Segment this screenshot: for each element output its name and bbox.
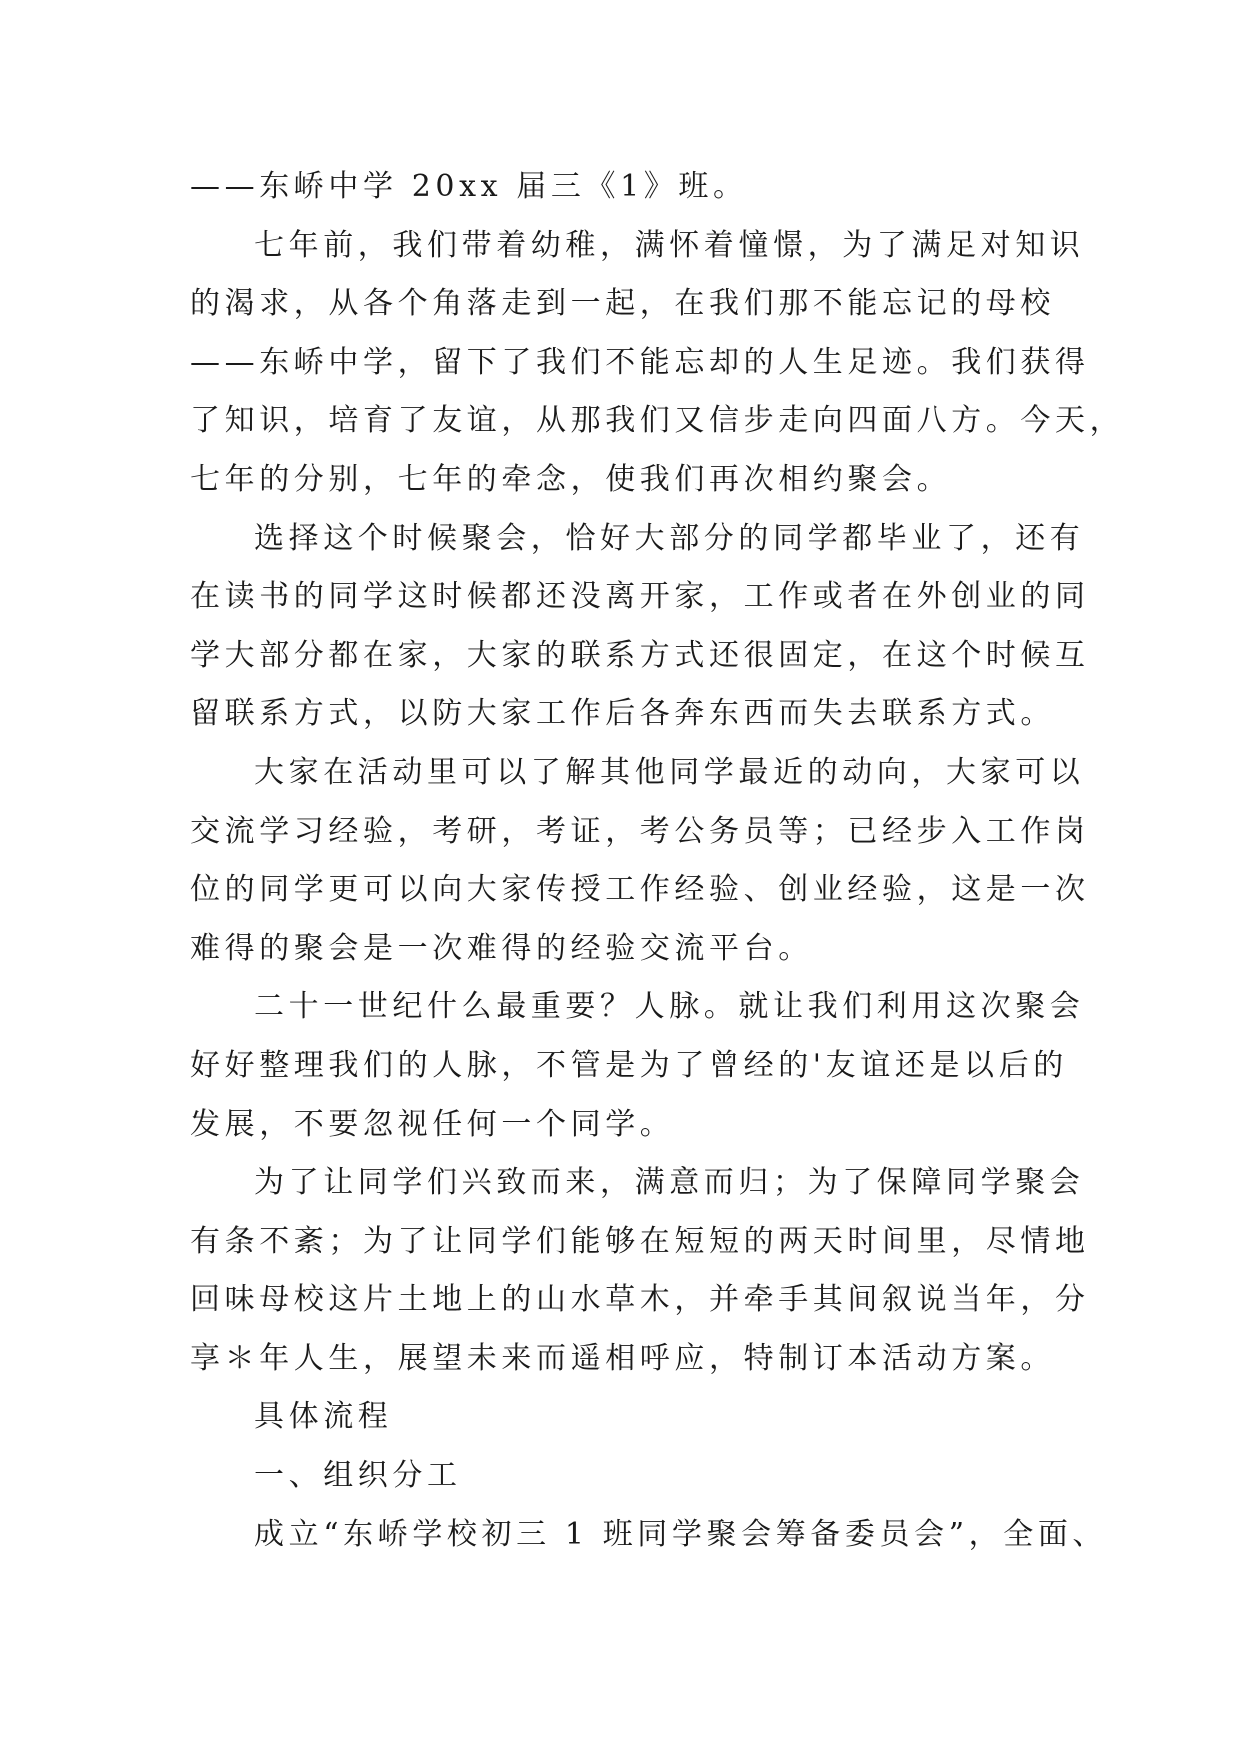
text-line: 享＊年人生，展望未来而遥相呼应，特制订本活动方案。 [190, 1340, 1055, 1376]
text-line: 学大部分都在家，大家的联系方式还很固定，在这个时候互 [190, 637, 1090, 673]
text-line: 留联系方式，以防大家工作后各奔东西而失去联系方式。 [190, 696, 1055, 732]
text-line: 的渴求，从各个角落走到一起，在我们那不能忘记的母校 [190, 286, 1055, 322]
text-line: ——东峤中学，留下了我们不能忘却的人生足迹。我们获得 [190, 344, 1090, 380]
text-line: 在读书的同学这时候都还没离开家，工作或者在外创业的同 [190, 579, 1090, 615]
text-line: 回味母校这片土地上的山水草木，并牵手其间叙说当年，分 [190, 1282, 1090, 1318]
text-line: 难得的聚会是一次难得的经验交流平台。 [190, 930, 813, 966]
text-line: 七年的分别，七年的牵念，使我们再次相约聚会。 [190, 461, 952, 497]
text-line: 发展，不要忽视任何一个同学。 [190, 1106, 675, 1142]
text-line: 二十一世纪什么最重要？人脉。就让我们利用这次聚会 [254, 989, 1085, 1025]
paragraph-timing-reason [190, 510, 1090, 744]
section-heading: 一、组织分工 [254, 1458, 462, 1494]
paragraph-experience-exchange [190, 744, 1090, 978]
text-line: 好好整理我们的人脉，不管是为了曾经的'友谊还是以后的 [190, 1047, 1068, 1083]
text-line: 成立“东峤学校初三 1 班同学聚会筹备委员会”，全面、 [254, 1516, 1108, 1552]
text-line: 位的同学更可以向大家传授工作经验、创业经验，这是一次 [190, 872, 1090, 908]
heading-organization-division [190, 1447, 1070, 1506]
paragraph-committee [190, 1506, 1108, 1565]
text-line: 选择这个时候聚会，恰好大部分的同学都毕业了，还有 [254, 520, 1085, 556]
heading-specific-process [190, 1388, 1070, 1447]
paragraph-class-signature [190, 158, 1070, 217]
text-line: 有条不紊；为了让同学们能够在短短的两天时间里，尽情地 [190, 1223, 1090, 1259]
text-line: 为了让同学们兴致而来，满意而归；为了保障同学聚会 [254, 1165, 1085, 1201]
section-heading: 具体流程 [254, 1399, 393, 1435]
paragraph-plan-purpose [190, 1154, 1090, 1388]
text-line: 了知识，培育了友谊，从那我们又信步走向四面八方。今天， [190, 403, 1125, 439]
text-line: 交流学习经验，考研，考证，考公务员等；已经步入工作岗 [190, 813, 1090, 849]
document-body [190, 158, 1125, 1564]
paragraph-networking [190, 978, 1085, 1154]
text-line: 七年前，我们带着幼稚，满怀着憧憬，为了满足对知识 [254, 227, 1085, 263]
text-line: 大家在活动里可以了解其他同学最近的动向，大家可以 [254, 754, 1085, 790]
paragraph-seven-years-ago [190, 217, 1125, 510]
text-line: ——东峤中学 20xx 届三《1》班。 [190, 169, 748, 204]
